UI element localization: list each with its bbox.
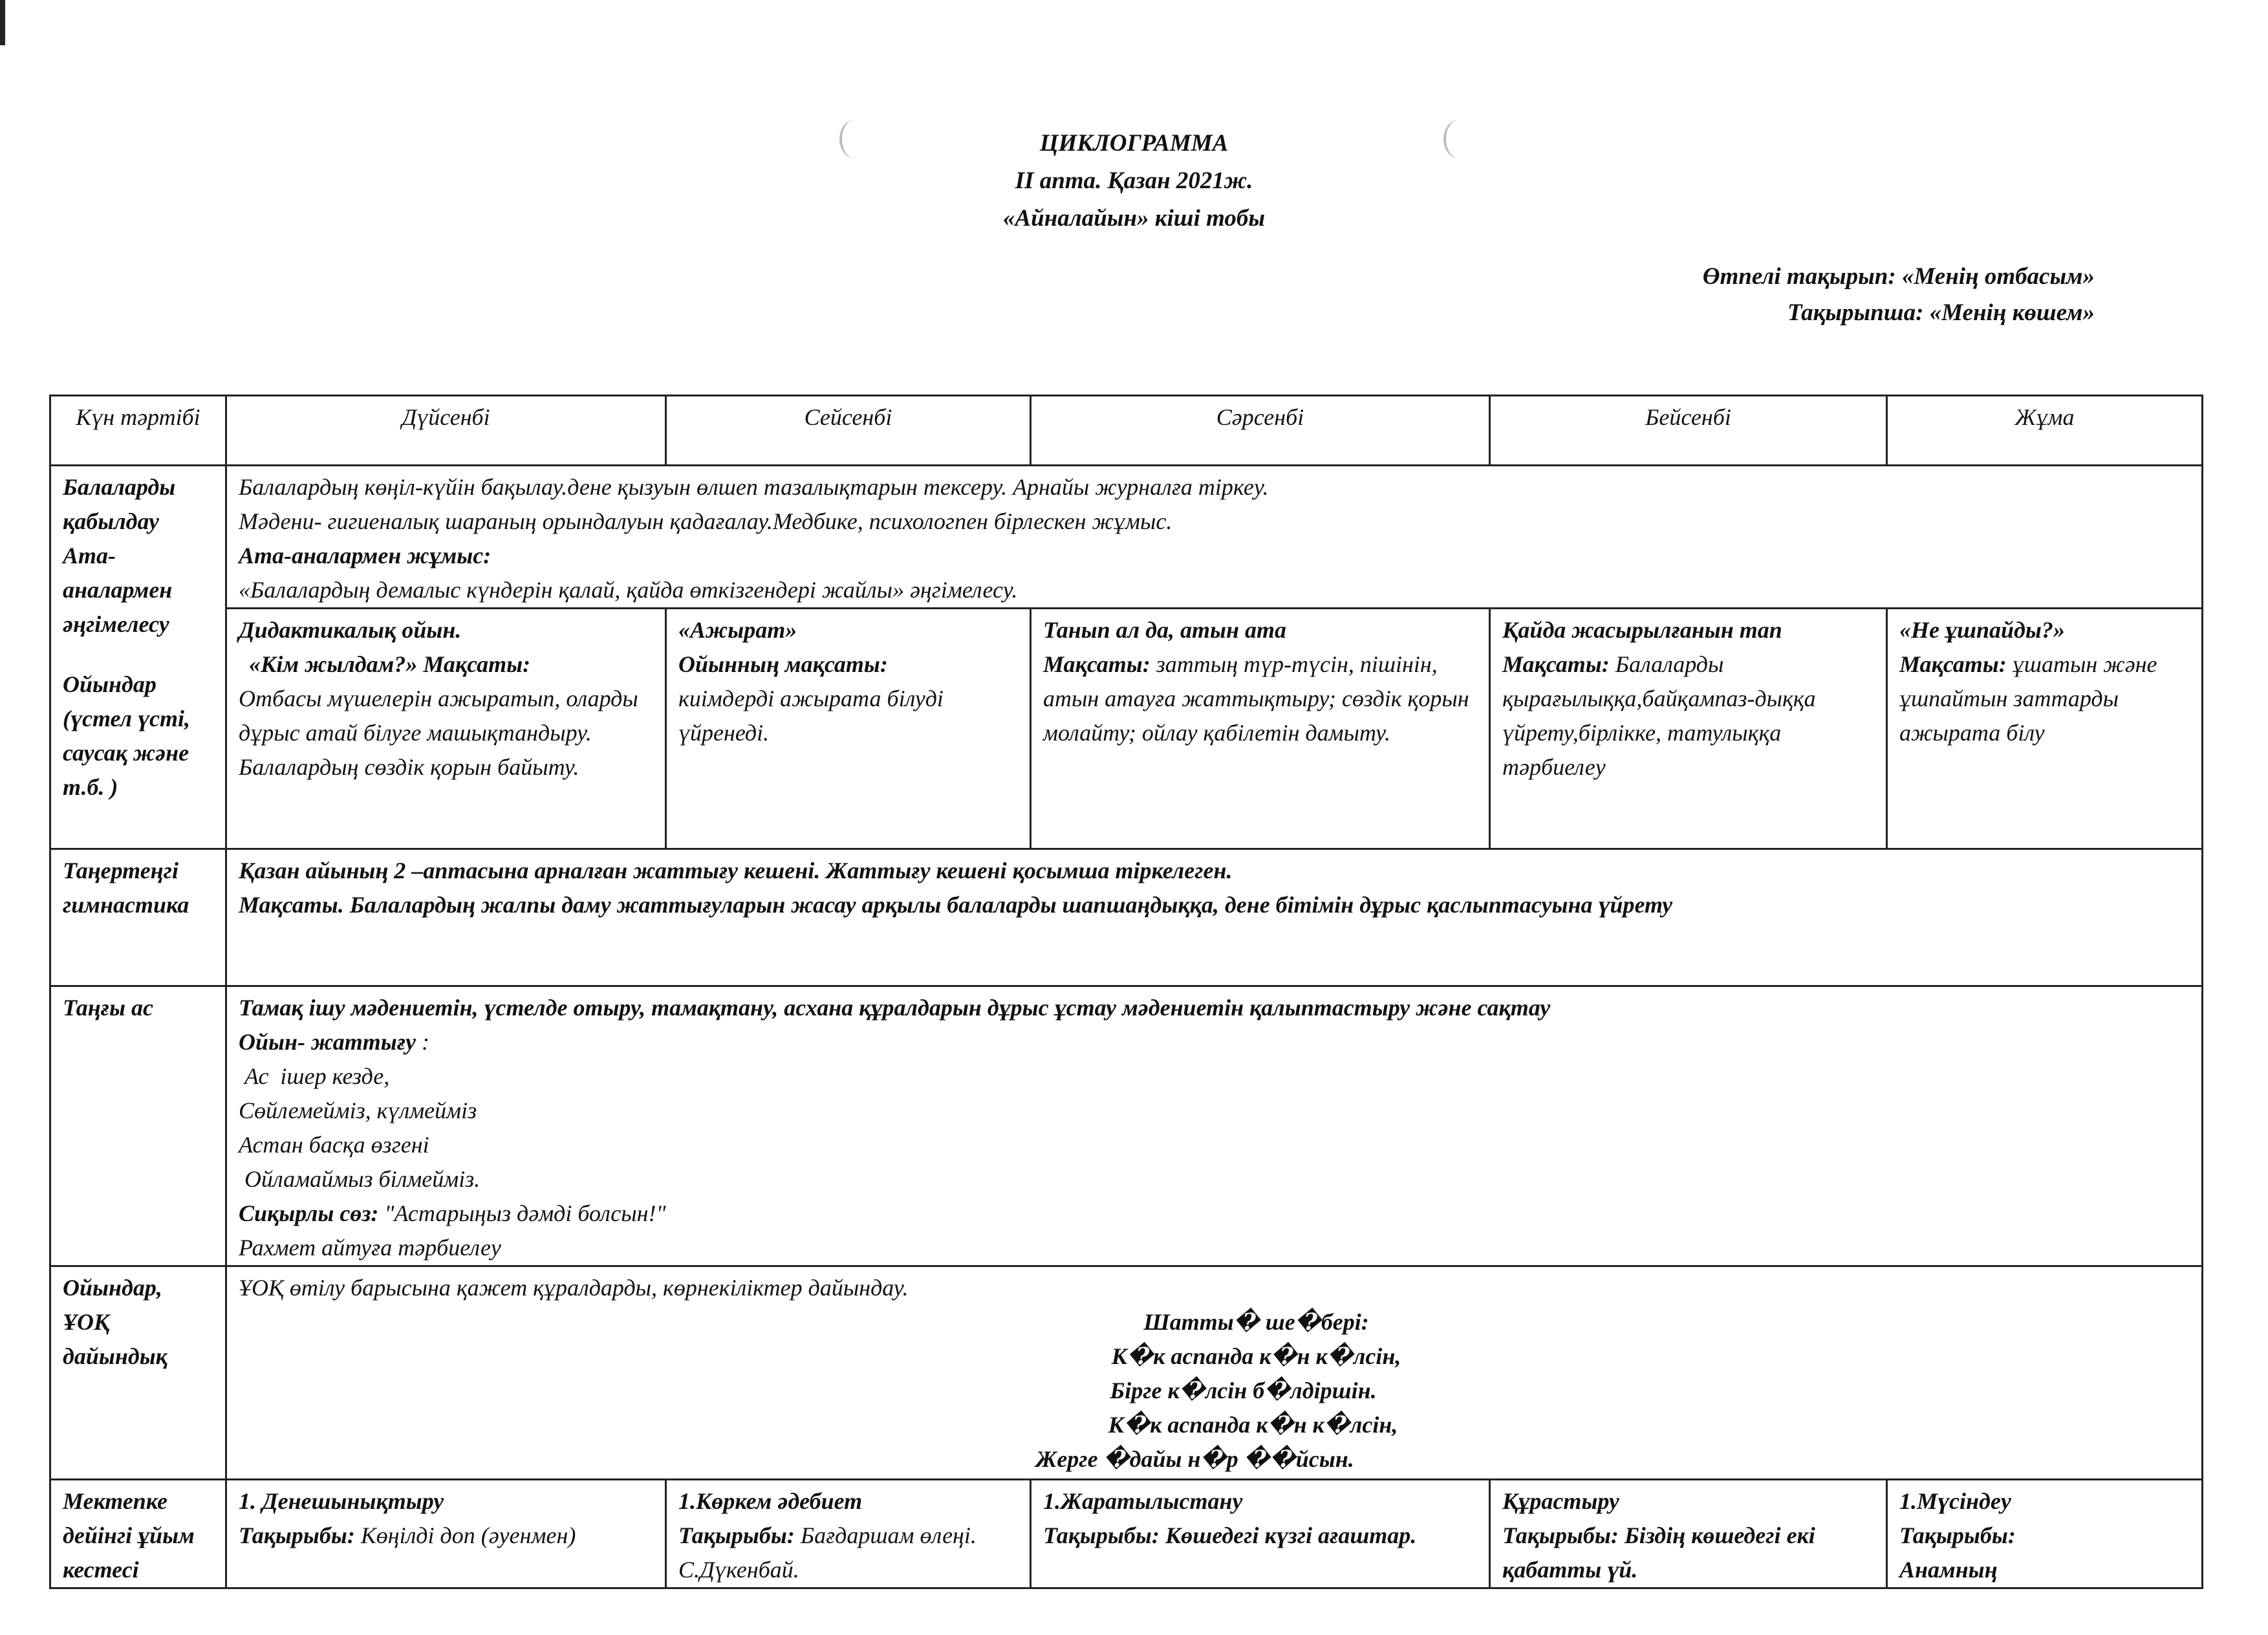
schedule-friday-cell [1887, 1480, 2203, 1588]
schedule-row [50, 1480, 2203, 1588]
poem-line: Ас ішер кезде, [239, 1063, 390, 1089]
scan-edge-mark [0, 0, 5, 45]
week-label: II апта. Қазан 2021ж. [1015, 168, 1253, 194]
cyclogram-table [49, 395, 2203, 1589]
prep-line-1: ҰОҚ өтілу барысына қажет құралдарды, көрнекіліктер дайындау. [239, 1275, 909, 1301]
lesson-title: 1.Мүсіндеу [1899, 1488, 2011, 1514]
game-text-wrap [1502, 651, 1816, 780]
lesson-title: Құрастыру [1502, 1488, 1619, 1514]
game-subtitle: Мақсаты: [1043, 651, 1150, 677]
sub-topic: Тақырыпша: «Менің көшем» [1787, 299, 2095, 326]
game-title: «Не ұшпайды?» [1899, 617, 2065, 643]
lesson-title: 1.Жаратылыстану [1043, 1488, 1243, 1514]
game-text: заттың түр-түсін, пішінін, атын атауға жаттықтыру; сөздік қорын молайту; ойлау қабілетін дамыту. [1043, 651, 1469, 746]
game-text: Отбасы мүшелерін ажыратып, оларды дұрыс атай білуге машықтандыру. Балалардың сөздік қорын байыту. [239, 686, 638, 780]
magic-word-text: "Астарыңыз дәмді болсын!" [378, 1200, 666, 1226]
schedule-wednesday-cell [1031, 1480, 1490, 1588]
game-title: Қайда жасырылғанын тап [1502, 617, 1782, 643]
lesson-topic-label: Тақырыбы: [1502, 1522, 1619, 1548]
lesson-topic-text: Анамның [1899, 1557, 1998, 1583]
game-subtitle: Мақсаты: [1502, 651, 1610, 677]
topic-block [1703, 259, 2095, 331]
lesson-title: 1. Денешынықтыру [239, 1488, 444, 1514]
gymnastics-label: Таңертеңгі гимнастика [50, 849, 226, 986]
parents-work-text: «Балалардың демалыс күндерін қалай, қайда өткізгендері жайлы» әңгімелесу. [239, 577, 1018, 603]
exercise-heading [239, 1025, 2190, 1059]
reception-row [50, 466, 2203, 609]
gymnastics-row [50, 849, 2203, 986]
poem-line: Ойламаймыз білмейміз. [239, 1166, 481, 1192]
poem-line: Астан басқа өзгені [239, 1132, 429, 1158]
header-cell-friday: Жұма [1887, 396, 2203, 466]
game-title: «Ажырат» [678, 617, 797, 643]
exercise-suffix: : [416, 1029, 430, 1055]
main-topic: Өтпелі тақырып: «Менің отбасым» [1702, 263, 2095, 290]
lesson-topic-text: Көңілді доп (әуенмен) [354, 1522, 576, 1548]
games-thursday-cell [1490, 609, 1887, 849]
schedule-thursday-cell [1490, 1480, 1887, 1588]
game-text: ұшатын және ұшпайтын заттарды ажырата білу [1899, 651, 2157, 746]
breakfast-content-cell [226, 986, 2203, 1266]
lesson-title: 1.Көркем әдебиет [678, 1488, 863, 1514]
games-wednesday-cell [1031, 609, 1490, 849]
schedule-label: Мектепке дейінгі ұйым кестесі [50, 1480, 226, 1588]
reception-line-1: Балалардың көңіл-күйін бақылау.дене қызуын өлшеп тазалықтарын тексеру. Арнайы журналға тіркеу. [239, 474, 1269, 500]
header-cell-thursday: Бейсенбі [1490, 396, 1887, 466]
lesson-topic-label: Тақырыбы: [678, 1522, 795, 1548]
games-monday-cell [226, 609, 666, 849]
header-row [50, 396, 2203, 466]
prep-poem-line: К�к аспанда к�н к�лсін, [1111, 1343, 1401, 1369]
group-label: «Айналайын» кіші тобы [1002, 205, 1266, 232]
reception-content-cell [226, 466, 2203, 609]
game-title: Дидактикалық ойын. [239, 617, 462, 643]
header-cell-tuesday: Сейсенбі [666, 396, 1031, 466]
lesson-topic-label: Тақырыбы: [1899, 1522, 2016, 1548]
prep-poem-line: Бірге к�лсін б�лдіршін. [1110, 1378, 1377, 1403]
prep-poem-line: К�к аспанда к�н к�лсін, [1108, 1412, 1398, 1438]
gymnastics-line-2: Мақсаты. Балалардың жалпы даму жаттығуларын жасау арқылы балаларды шапшаңдыққа, дене бітімін дұрыс қаслыптасуына үйрету [239, 892, 1673, 918]
prep-content-cell [226, 1266, 2203, 1480]
header-cell-monday: Дүйсенбі [226, 396, 666, 466]
game-title: Танып ал да, атын ата [1043, 617, 1286, 643]
header-cell-wednesday: Сәрсенбі [1031, 396, 1490, 466]
breakfast-line-1: Тамақ ішу мәдениетін, үстелде отыру, тамақтану, асхана құралдарын дұрыс ұстау мәдениетін қалыптастыру және сақтау [239, 995, 1551, 1021]
game-text-wrap [1899, 651, 2157, 746]
prep-poem-line: Шатты� ше�бері: [1143, 1309, 1369, 1335]
lesson-topic-text: Көшедегі күзгі ағаштар. [1159, 1522, 1417, 1548]
breakfast-last-line: Рахмет айтуға тәрбиелеу [239, 1235, 501, 1261]
lesson-topic [239, 1522, 576, 1548]
gymnastics-content-cell [226, 849, 2203, 986]
magic-word-title: Сиқырлы сөз: [239, 1200, 379, 1226]
lesson-topic-text: Бағдаршам өлеңі. С.Дүкенбай. [678, 1522, 977, 1583]
games-label: Ойындар (үстел үсті, саусақ және т.б. ) [63, 671, 191, 800]
games-row [50, 609, 2203, 849]
page-title: ЦИКЛОГРАММА [1039, 130, 1229, 157]
game-text: киімдерді ажырата білуді үйренеді. [678, 686, 944, 746]
gymnastics-line-1: Қазан айының 2 –аптасына арналған жаттығу кешені. Жаттығу кешені қосымша тіркелеген. [239, 858, 1233, 883]
games-tuesday-cell [666, 609, 1031, 849]
header-cell-routine: Күн тәртібі [50, 396, 226, 466]
reception-games-label-cell [50, 466, 226, 849]
lesson-topic [1502, 1522, 1815, 1583]
games-friday-cell [1887, 609, 2203, 849]
breakfast-label: Таңғы ас [50, 986, 226, 1266]
lesson-topic [1043, 1522, 1416, 1548]
document-header [0, 125, 2268, 237]
parents-work-title: Ата-аналармен жұмыс: [239, 543, 491, 568]
schedule-monday-cell [226, 1480, 666, 1588]
lesson-topic-label: Тақырыбы: [239, 1522, 355, 1548]
game-text-wrap [1043, 651, 1469, 746]
game-subtitle: Ойынның мақсаты: [678, 651, 888, 677]
reception-line-2: Мәдени- гигиеналық шараның орындалуын қадағалау.Медбике, психологпен бірлескен жұмыс. [239, 508, 1172, 534]
prep-poem-line: Жерге �дайы н�р ��йсын. [1035, 1446, 1354, 1472]
game-text: Балаларды қырағылыққа,байқампаз-дыққа үйрету,бірлікке, татулыққа тәрбиелеу [1502, 651, 1816, 780]
lesson-topic-label: Тақырыбы: [1043, 1522, 1160, 1548]
prep-label: Ойындар, ҰОҚ дайындық [50, 1266, 226, 1480]
game-subtitle: Мақсаты: [1899, 651, 2007, 677]
breakfast-row [50, 986, 2203, 1266]
lesson-topic [678, 1522, 977, 1583]
game-subtitle: «Кім жылдам?» Мақсаты: [249, 651, 531, 677]
poem-line: Сөйлемейміз, күлмейміз [239, 1098, 477, 1123]
reception-label: Балаларды қабылдау Ата-аналармен әңгімелесу [63, 474, 176, 637]
lesson-topic-text: Біздің көшедегі екі қабатты үй. [1502, 1522, 1815, 1583]
magic-word-line [239, 1196, 2190, 1231]
prep-row [50, 1266, 2203, 1480]
exercise-title: Ойын- жаттығу [239, 1029, 416, 1055]
schedule-tuesday-cell [666, 1480, 1031, 1588]
